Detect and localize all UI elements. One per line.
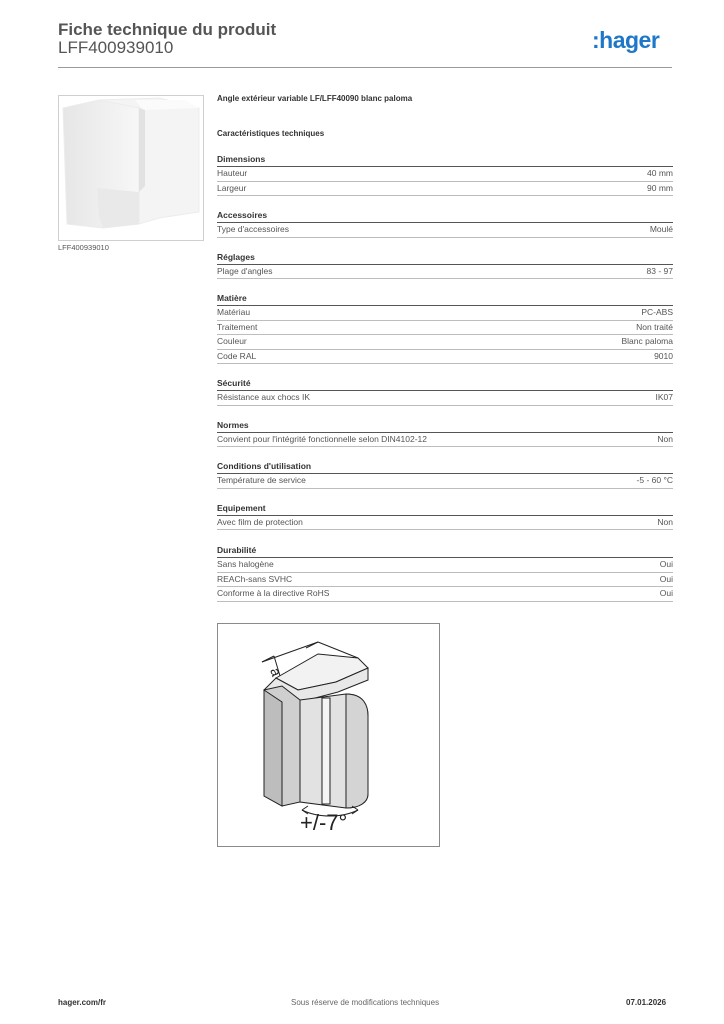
spec-row — [217, 350, 673, 365]
spec-value: IK07 — [655, 392, 673, 402]
section-conditions — [217, 460, 673, 489]
product-photo — [58, 95, 204, 241]
section-title: Matière — [217, 292, 673, 306]
product-name: Angle extérieur variable LF/LFF40090 blanc paloma — [217, 94, 413, 103]
spec-value: Moulé — [649, 224, 673, 234]
section-dimensions — [217, 153, 673, 196]
section-durabilite — [217, 544, 673, 602]
spec-label: Type d'accessoires — [217, 224, 290, 234]
section-normes — [217, 419, 673, 448]
spec-row — [217, 558, 673, 573]
spec-row — [217, 182, 673, 197]
spec-label: Largeur — [217, 182, 247, 193]
spec-row — [217, 223, 673, 238]
spec-value: Non — [657, 433, 673, 444]
spec-label: Traitement — [217, 321, 258, 332]
section-title: Conditions d'utilisation — [217, 460, 673, 474]
section-reglages — [217, 251, 673, 280]
footer-note: Sous réserve de modifications techniques — [291, 998, 440, 1007]
dimension-label-a: a — [267, 665, 285, 679]
spec-row — [217, 573, 673, 588]
spec-value: PC-ABS — [641, 307, 673, 317]
spec-label: Hauteur — [217, 168, 248, 178]
spec-value: 9010 — [654, 350, 673, 361]
spec-value: Blanc paloma — [621, 336, 673, 346]
product-image — [59, 96, 203, 240]
section-title: Equipement — [217, 502, 673, 516]
spec-row — [217, 265, 673, 280]
spec-row — [217, 516, 673, 531]
spec-value: Non traité — [636, 321, 673, 332]
spec-value: 40 mm — [647, 168, 673, 178]
spec-row — [217, 167, 673, 182]
spec-label: Convient pour l'intégrité fonctionnelle selon DIN4102-12 — [217, 433, 428, 444]
spec-row — [217, 321, 673, 336]
spec-row — [217, 306, 673, 321]
spec-value: 83 - 97 — [646, 265, 673, 276]
spec-value: Non — [657, 516, 673, 527]
footer-date: 07.01.2026 — [626, 998, 667, 1007]
spec-row — [217, 335, 673, 350]
photo-caption: LFF400939010 — [58, 243, 109, 252]
spec-label: Sans halogène — [217, 559, 274, 569]
spec-label: Conforme à la directive RoHS — [217, 588, 330, 598]
spec-row — [217, 391, 673, 406]
section-accessoires — [217, 209, 673, 238]
spec-label: REACh-sans SVHC — [217, 573, 293, 584]
section-securite — [217, 377, 673, 406]
spec-value: Oui — [659, 588, 673, 598]
section-title: Accessoires — [217, 209, 673, 223]
spec-value: -5 - 60 °C — [636, 475, 673, 485]
spec-value: 90 mm — [647, 182, 673, 193]
specs-column — [217, 93, 673, 639]
section-equipement — [217, 502, 673, 531]
header-divider — [58, 67, 672, 68]
specs-heading: Caractéristiques techniques — [217, 129, 325, 138]
spec-label: Matériau — [217, 307, 251, 317]
spec-label: Avec film de protection — [217, 516, 303, 527]
section-title: Réglages — [217, 251, 673, 265]
spec-label: Résistance aux chocs IK — [217, 392, 311, 402]
spec-row — [217, 474, 673, 489]
product-reference: LFF400939010 — [58, 38, 174, 57]
spec-value: Oui — [659, 573, 673, 584]
hager-logo-text: :hager — [592, 29, 660, 53]
section-title: Normes — [217, 419, 673, 433]
section-title: Sécurité — [217, 377, 673, 391]
spec-label: Plage d'angles — [217, 265, 273, 276]
spec-label: Couleur — [217, 336, 247, 346]
footer-website[interactable]: hager.com/fr — [58, 998, 107, 1007]
spec-value: Oui — [659, 559, 673, 569]
section-matiere — [217, 292, 673, 364]
angle-label: +/-7° — [300, 810, 348, 835]
page-title: Fiche technique du produit — [58, 20, 277, 39]
spec-row — [217, 587, 673, 602]
section-title: Dimensions — [217, 153, 673, 167]
spec-row — [217, 433, 673, 448]
spec-label: Température de service — [217, 475, 306, 485]
section-title: Durabilité — [217, 544, 673, 558]
spec-label: Code RAL — [217, 350, 257, 361]
hager-logo — [592, 29, 674, 57]
